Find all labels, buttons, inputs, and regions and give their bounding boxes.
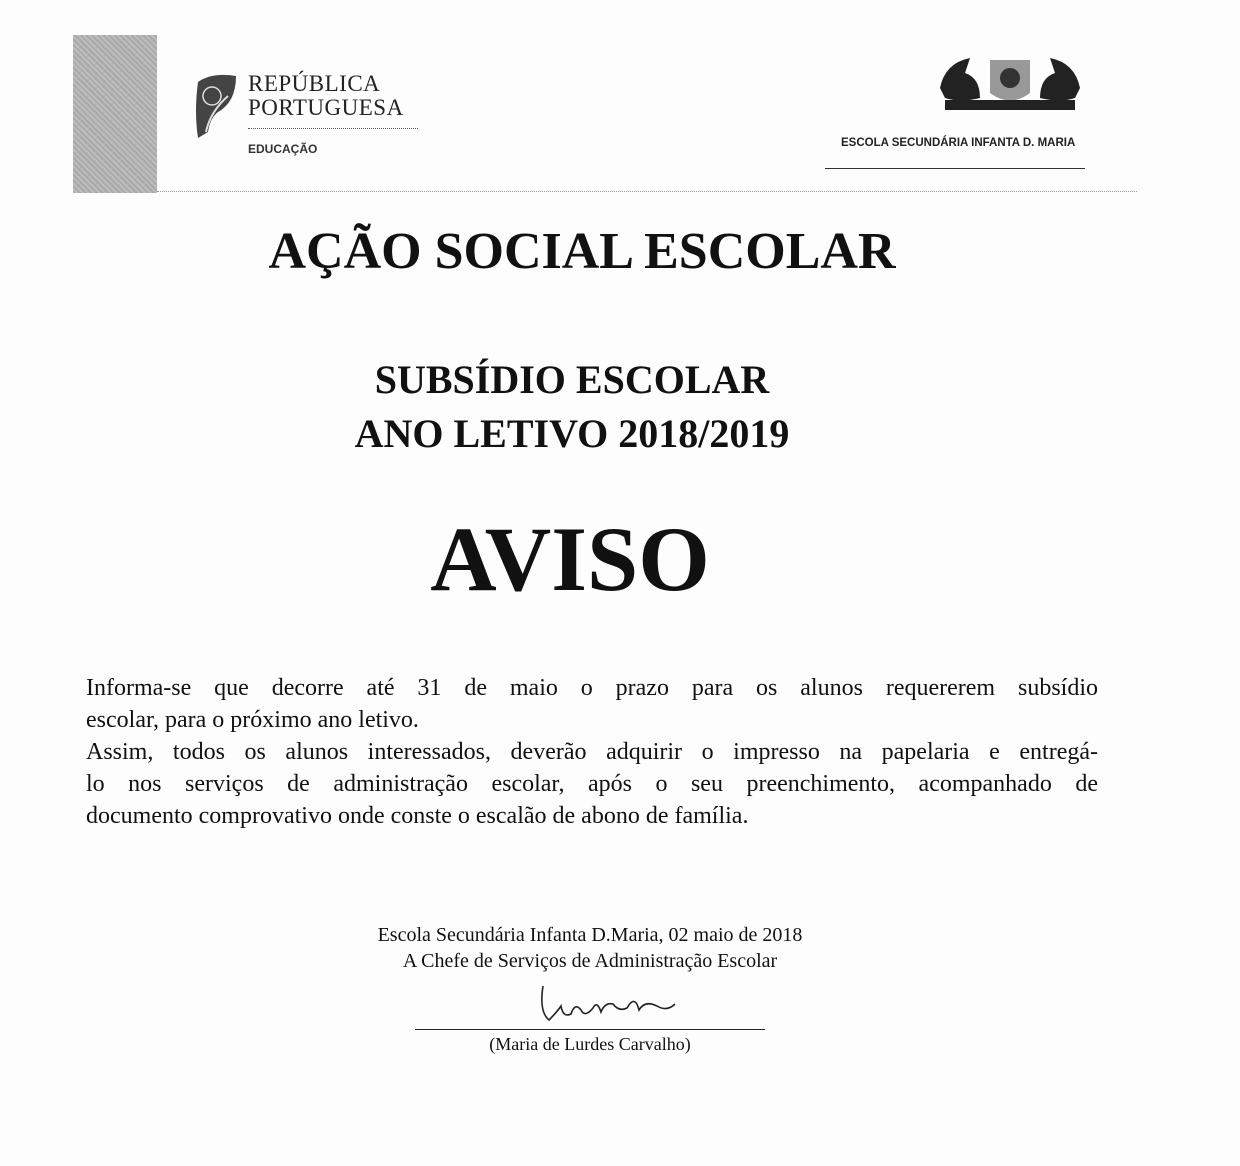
subtitle-line2: ANO LETIVO 2018/2019 — [354, 411, 790, 456]
subtitle-line1: SUBSÍDIO ESCOLAR — [374, 357, 770, 402]
gov-logo-divider — [248, 128, 418, 129]
gov-logo-title-line2: PORTUGUESA — [248, 95, 404, 120]
header-grey-bar — [73, 35, 157, 193]
notice-body — [86, 672, 1098, 832]
gov-logo-title — [248, 72, 404, 120]
header-divider — [157, 191, 1137, 192]
signature-line — [415, 1029, 765, 1030]
body-line: lo nos serviços de administração escolar, após o seu preenchimento, acompanhado de — [86, 771, 1098, 797]
body-line: documento comprovativo onde conste o escalão de abono de família. — [86, 803, 749, 829]
document-title: AÇÃO SOCIAL ESCOLAR — [268, 223, 896, 280]
school-crest-logo — [935, 48, 1085, 125]
gov-logo-subtitle: EDUCAÇÃO — [248, 142, 318, 156]
notice-heading: AVISO — [430, 508, 710, 610]
gov-logo-title-line1: REPÚBLICA — [248, 71, 381, 96]
school-name-underline — [825, 168, 1085, 169]
place-date: Escola Secundária Infanta D.Maria, 02 maio de 2018 — [377, 924, 803, 946]
body-line: escolar, para o próximo ano letivo. — [86, 707, 419, 733]
republica-portuguesa-logo — [192, 72, 238, 147]
school-name: ESCOLA SECUNDÁRIA INFANTA D. MARIA — [841, 137, 1076, 149]
signatory-name: (Maria de Lurdes Carvalho) — [489, 1034, 691, 1054]
handwritten-signature — [535, 982, 685, 1033]
signatory-role: A Chefe de Serviços de Administração Escolar — [402, 950, 778, 972]
body-line: Informa-se que decorre até 31 de maio o prazo para os alunos requererem subsídio — [86, 675, 1098, 701]
body-line: Assim, todos os alunos interessados, deverão adquirir o impresso na papelaria e entregá- — [86, 739, 1098, 765]
